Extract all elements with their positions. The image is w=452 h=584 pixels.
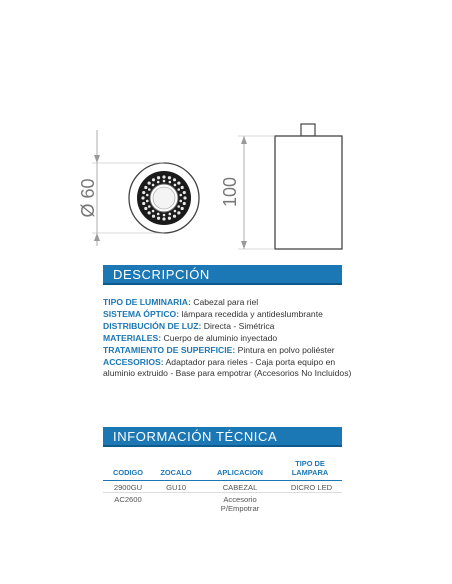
- row-divider: [103, 492, 342, 493]
- led-dot: [162, 175, 165, 178]
- led-dot: [157, 181, 160, 184]
- led-dot: [163, 214, 166, 217]
- led-dot: [168, 176, 171, 179]
- table-cell: 2900GU: [113, 483, 143, 492]
- led-dot: [141, 196, 144, 199]
- led-dot: [177, 211, 180, 214]
- led-dot: [181, 186, 184, 189]
- spec-row: [103, 321, 353, 333]
- table-cell: CABEZAL: [222, 483, 258, 492]
- spec-value: Adaptador para rieles - Caja porta equipo en aluminio extruido - Base para empotrar (Accesorios No Incluidos): [103, 356, 352, 379]
- table-cell: DICRO LED: [290, 483, 333, 492]
- header-divider: [103, 480, 342, 481]
- led-dot: [177, 205, 180, 208]
- spec-key: MATERIALES:: [103, 332, 162, 343]
- spec-row: [103, 297, 353, 309]
- led-dot: [183, 202, 186, 205]
- technical-heading: INFORMACIÓN TÉCNICA: [103, 427, 342, 447]
- front-view: [129, 163, 199, 233]
- led-dot: [146, 194, 149, 197]
- led-dot: [142, 202, 145, 205]
- led-dot: [148, 205, 151, 208]
- led-dot: [148, 188, 151, 191]
- led-dot: [179, 200, 182, 203]
- column-header-zocalo: ZOCALO: [160, 468, 192, 477]
- led-dot: [146, 200, 149, 203]
- led-dot: [162, 217, 165, 220]
- lens-inner: [153, 187, 175, 209]
- column-header-codigo: CODIGO: [113, 468, 143, 477]
- led-dot: [179, 194, 182, 197]
- led-dot: [169, 213, 172, 216]
- table-cell: GU10: [166, 483, 186, 492]
- spec-key: TRATAMIENTO DE SUPERFICIE:: [103, 344, 236, 355]
- spec-value: Cuerpo de aluminio inyectado: [161, 332, 278, 343]
- technical-drawing: [0, 0, 452, 260]
- column-header-tipo-lampara: TIPO DE LAMPARA: [291, 459, 329, 477]
- table-cell: AC2600: [114, 495, 142, 504]
- led-dot: [157, 213, 160, 216]
- side-view: [275, 124, 342, 249]
- led-dot: [148, 211, 151, 214]
- table-cell: Accesorio P/Empotrar: [220, 495, 260, 513]
- led-dot: [163, 180, 166, 183]
- led-dot: [174, 210, 177, 213]
- column-header-aplicacion: APLICACION: [217, 468, 263, 477]
- led-dot: [144, 207, 147, 210]
- led-dot: [152, 178, 155, 181]
- led-dot: [173, 178, 176, 181]
- description-heading: DESCRIPCIÓN: [103, 265, 342, 285]
- led-dot: [142, 191, 145, 194]
- led-dot: [152, 184, 155, 187]
- spec-row: [103, 345, 353, 357]
- led-dot: [169, 181, 172, 184]
- led-dot: [174, 184, 177, 187]
- led-dot: [183, 196, 186, 199]
- led-dot: [177, 188, 180, 191]
- spec-list: [103, 297, 353, 380]
- led-dot: [157, 176, 160, 179]
- body-outline: [275, 136, 342, 249]
- led-dot: [157, 217, 160, 220]
- spec-value: lámpara recedida y antideslumbrante: [179, 308, 323, 319]
- spec-key: SISTEMA ÓPTICO:: [103, 308, 180, 319]
- spec-key: TIPO DE LUMINARIA:: [103, 297, 191, 307]
- led-dot: [183, 191, 186, 194]
- diameter-label: Ø 60: [78, 178, 98, 218]
- spec-value: Pintura en polvo poliéster: [235, 344, 335, 355]
- spec-row: [103, 309, 353, 321]
- mount-stem: [301, 124, 315, 136]
- spec-key: ACCESORIOS:: [103, 356, 164, 367]
- led-dot: [144, 186, 147, 189]
- height-dimension: [220, 136, 275, 249]
- spec-value: Cabezal para riel: [190, 297, 259, 307]
- led-dot: [152, 210, 155, 213]
- led-dot: [177, 182, 180, 185]
- led-dot: [173, 215, 176, 218]
- height-label: 100: [220, 176, 240, 208]
- spec-row: [103, 333, 353, 345]
- spec-value: Directa - Simétrica: [201, 320, 275, 331]
- spec-key: DISTRIBUCIÓN DE LUZ:: [103, 320, 202, 331]
- spec-row: [103, 357, 353, 381]
- led-dot: [152, 215, 155, 218]
- led-dot: [148, 182, 151, 185]
- led-dot: [181, 207, 184, 210]
- led-dot: [168, 217, 171, 220]
